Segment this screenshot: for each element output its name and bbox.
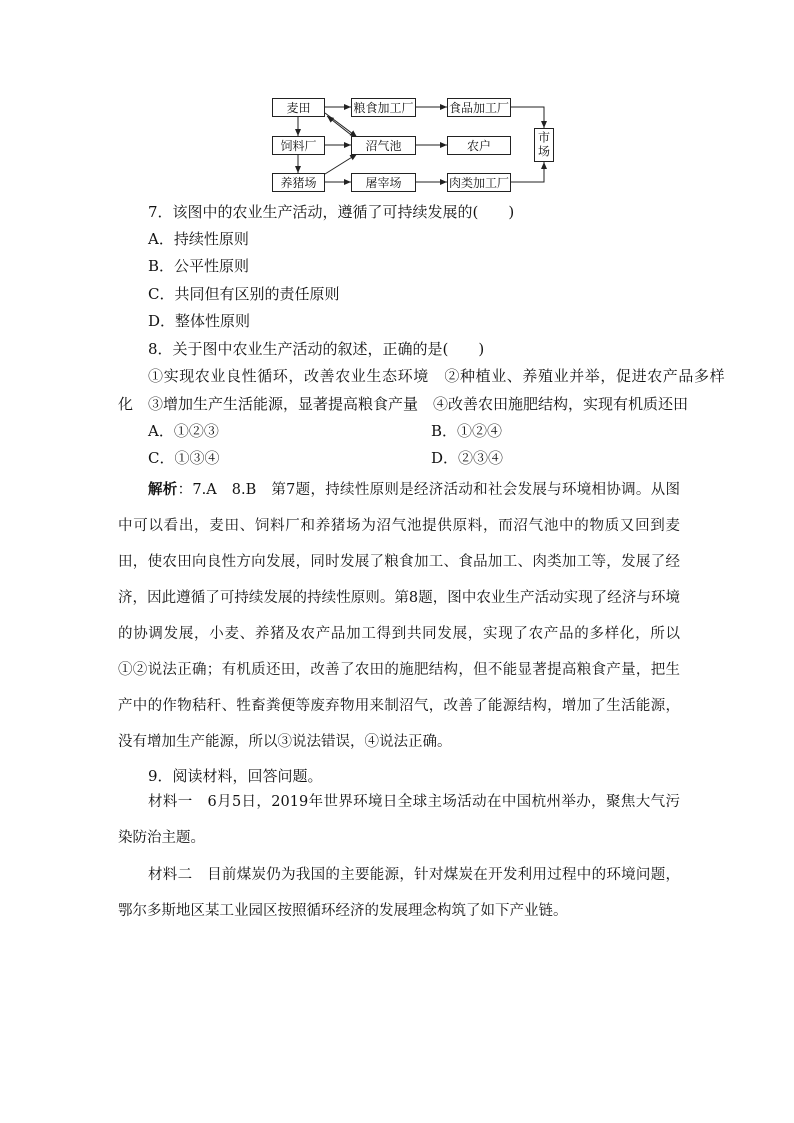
q7-option-a: A．持续性原则 <box>148 230 249 248</box>
material-1: 材料一 6月5日，2019年世界环境日全球主场活动在中国杭州举办，聚焦大气污染防治主题。 <box>118 794 680 846</box>
node-meat-processing <box>447 173 511 192</box>
node-label: 粮食加工厂 <box>353 101 414 115</box>
q8-option-d: D．②③④ <box>431 449 504 467</box>
q7-option-c: C．共同但有区别的责任原则 <box>148 285 340 303</box>
q8-option-a: A．①②③ <box>148 422 219 440</box>
q8-option-b: B．①②④ <box>431 422 503 440</box>
node-pig-farm <box>272 173 325 192</box>
node-feed-mill <box>272 136 325 155</box>
q7-option-b: B．公平性原则 <box>148 257 250 275</box>
node-food-processing <box>447 98 511 117</box>
node-biogas-pit <box>351 136 416 155</box>
node-grain-processing <box>351 98 416 117</box>
node-label: 养猪场 <box>280 176 317 190</box>
node-label: 市场 <box>536 131 551 159</box>
answer-text: ：7.A 8.B 第7题，持续性原则是经济活动和社会发展与环境相协调。从图中可以看出，麦田、饲料厂和养猪场为沼气池提供原料，而沼气池中的物质又回到麦田，使农田向良性方向发展，同时发展了粮食加工、食品加工、肉类加工等，发展了经济，因此遵循了可持续发展的持续性原则。第8题，图中农业生产活动实现了经济与环境的协调发展，小麦、养猪及农产品加工得到共同发展，实现了农产品的多样化，所以①②说法正确；有机质还田，改善了农田的施肥结构，但不能显著提高粮食产量，把生产中的作物秸秆、牲畜粪便等废弃物用来制沼气，改善了能源结构，增加了生活能源，没有增加生产能源，所以③说法错误，④说法正确。 <box>118 482 680 750</box>
answer-label: 解析 <box>148 481 178 498</box>
q9-stem: 9．阅读材料，回答问题。 <box>148 767 323 785</box>
node-label: 麦田 <box>286 101 311 115</box>
node-label: 农户 <box>466 139 491 153</box>
q7-option-d: D．整体性原则 <box>148 312 251 330</box>
node-label: 食品加工厂 <box>448 101 509 115</box>
q7-stem: 7．该图中的农业生产活动，遵循了可持续发展的( ) <box>148 203 515 221</box>
node-wheat-field <box>272 98 325 117</box>
q8-statement-line-1: ①实现农业良性循环，改善农业生态环境 ②种植业、养殖业并举，促进农产品多样 <box>148 367 726 385</box>
node-label: 屠宰场 <box>365 176 402 190</box>
q8-statement-line-2: 化 ③增加生产生活能源，显著提高粮食产量 ④改善农田施肥结构，实现有机质还田 <box>118 395 689 413</box>
q8-stem: 8．关于图中农业生产活动的叙述，正确的是( ) <box>148 340 485 358</box>
node-farmers <box>447 136 511 155</box>
q8-option-c: C．①③④ <box>148 449 220 467</box>
node-label: 沼气池 <box>365 139 402 153</box>
answer-explanation <box>118 472 680 760</box>
node-market <box>534 128 554 162</box>
material-2: 材料二 目前煤炭仍为我国的主要能源，针对煤炭在开发利用过程中的环境问题，鄂尔多斯地区某工业园区按照循环经济的发展理念构筑了如下产业链。 <box>118 867 680 919</box>
node-slaughterhouse <box>351 173 416 192</box>
node-label: 肉类加工厂 <box>448 176 509 190</box>
node-label: 饲料厂 <box>280 139 317 153</box>
